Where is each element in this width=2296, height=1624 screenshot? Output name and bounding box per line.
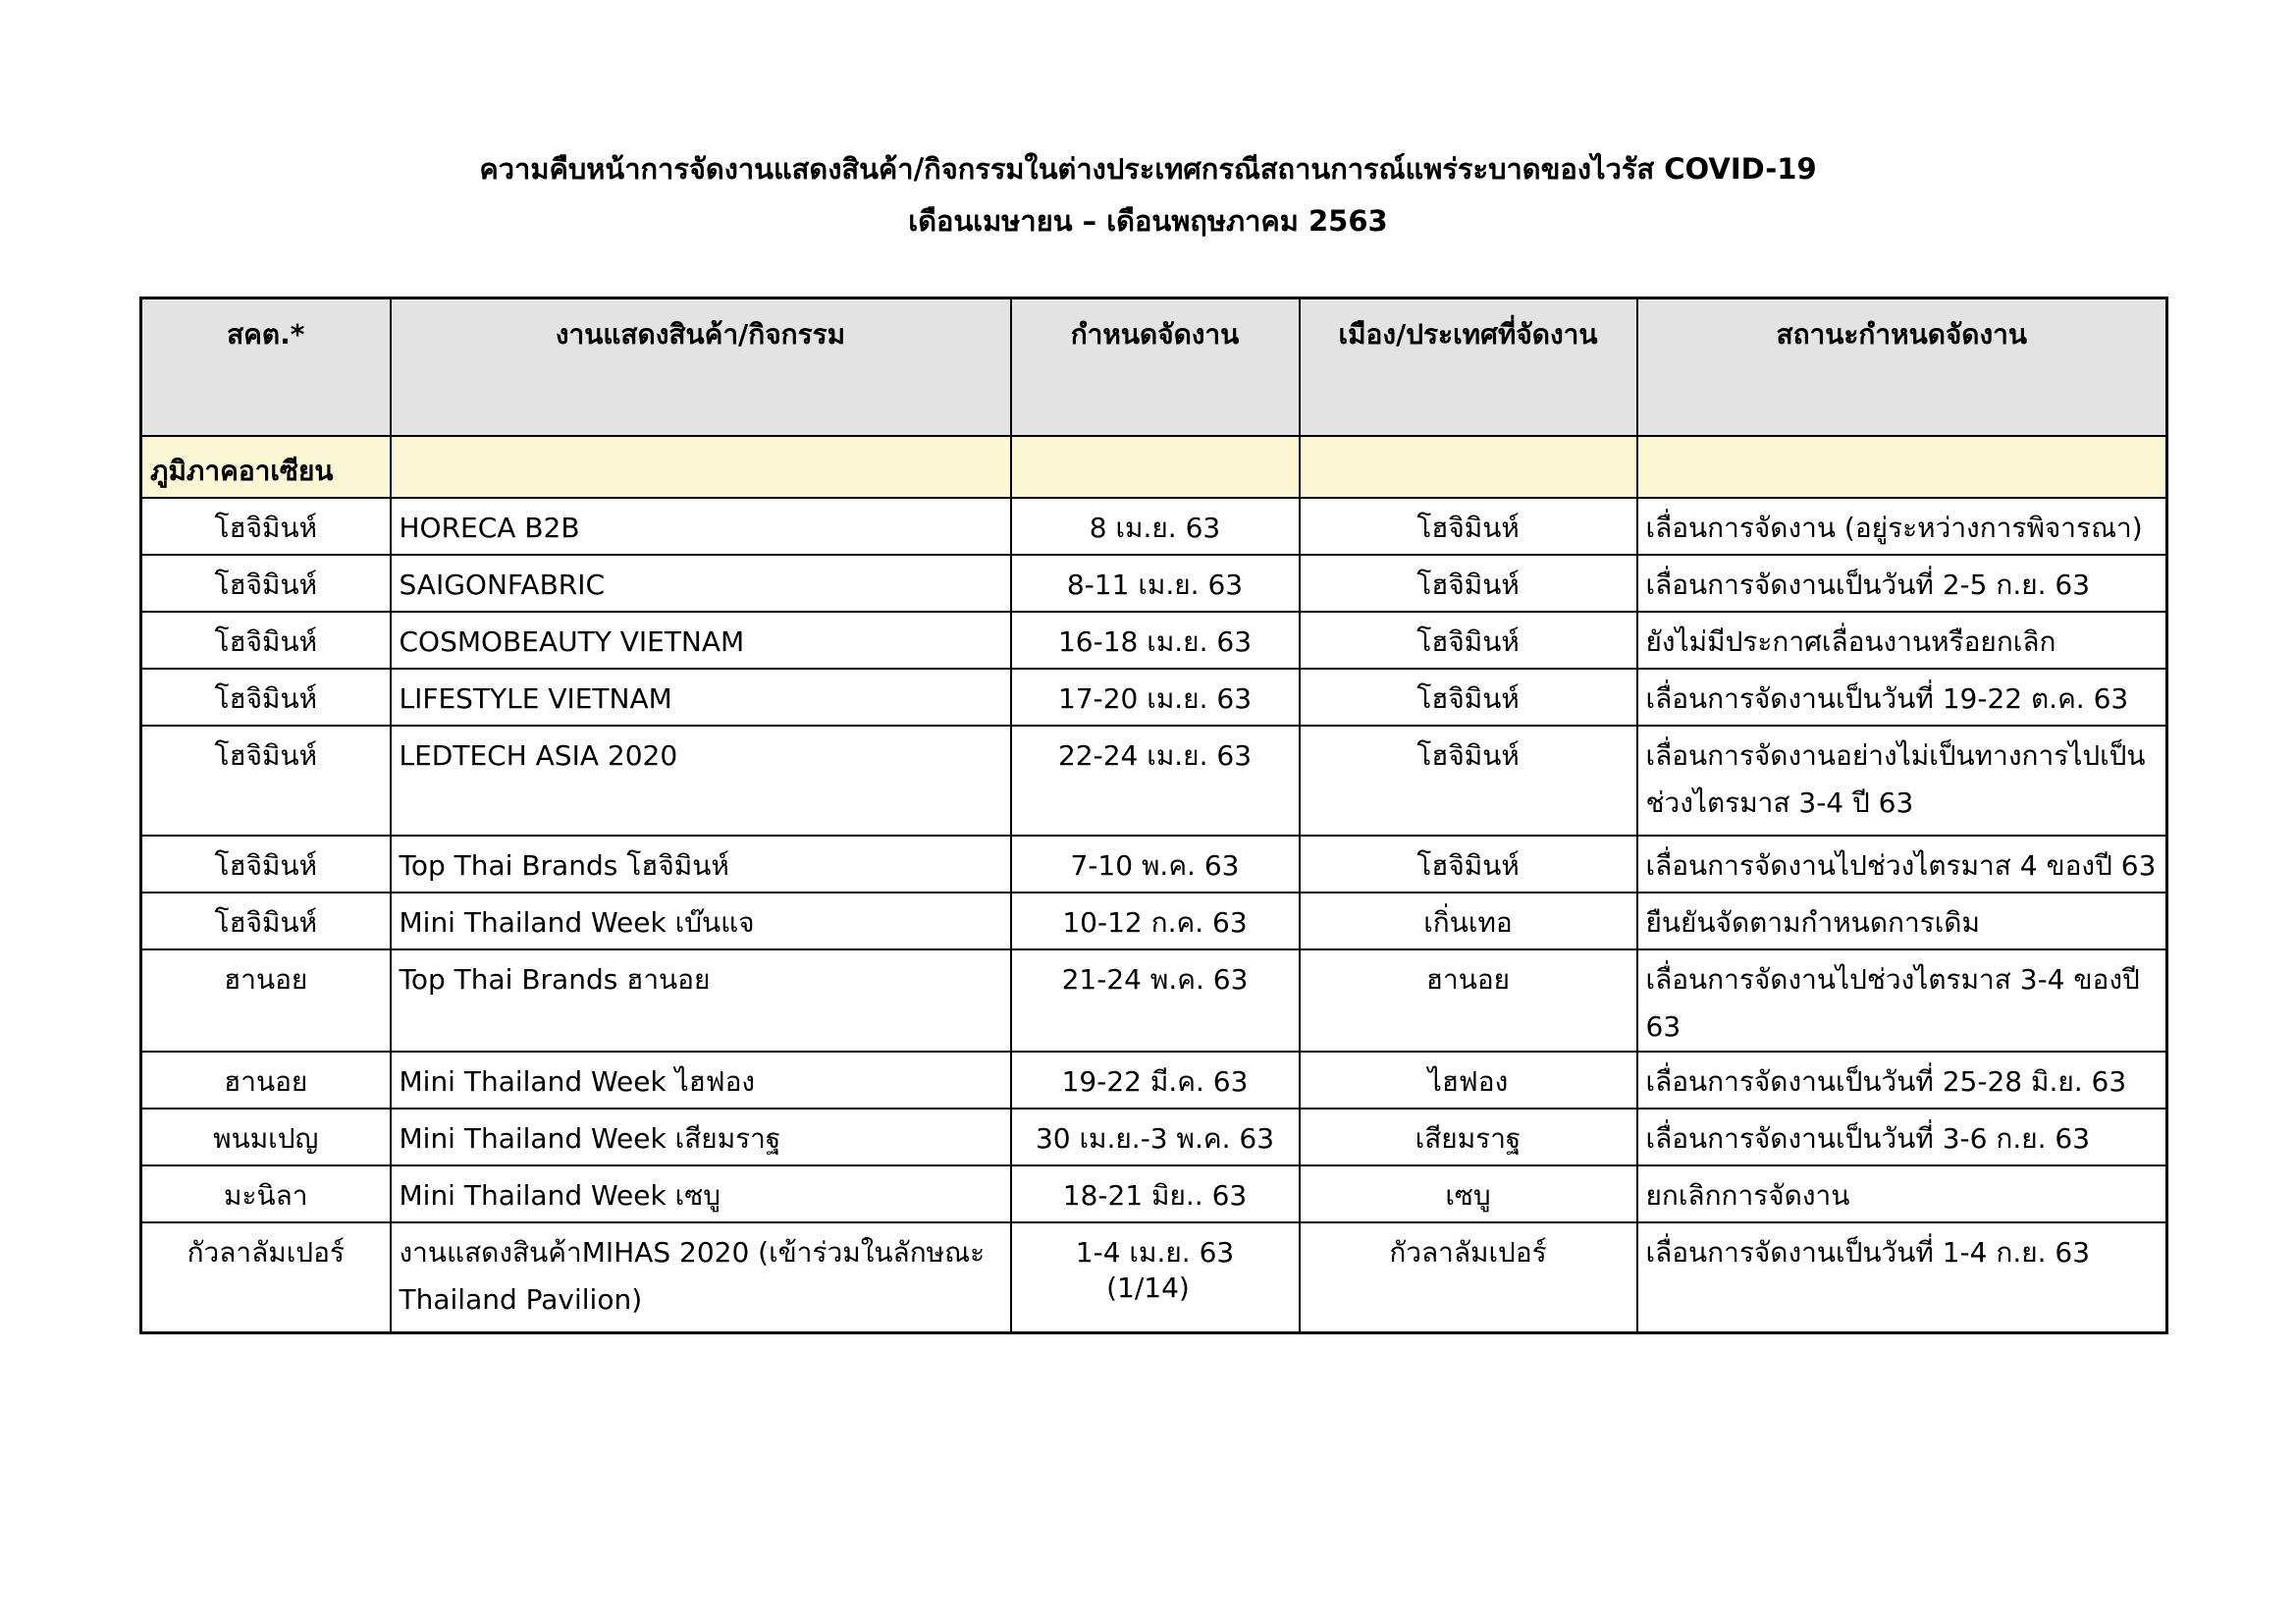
cell-status: เลื่อนการจัดงานเป็นวันที่ 2-5 ก.ย. 63: [1637, 555, 2167, 612]
table-row: [141, 1109, 2167, 1165]
header-event: งานแสดงสินค้า/กิจกรรม: [391, 298, 1011, 437]
cell-date: 17-20 เม.ย. 63: [1011, 669, 1300, 726]
table-body: [141, 436, 2167, 1333]
header-status: สถานะกำหนดจัดงาน: [1637, 298, 2167, 437]
cell-date: 22-24 เม.ย. 63: [1011, 726, 1300, 836]
region-empty-cell: [1300, 436, 1637, 498]
cell-event: HORECA B2B: [391, 498, 1011, 555]
table-row: [141, 726, 2167, 836]
table-row: [141, 555, 2167, 612]
cell-status: เลื่อนการจัดงานเป็นวันที่ 19-22 ต.ค. 63: [1637, 669, 2167, 726]
cell-office: โฮจิมินห์: [141, 612, 391, 669]
cell-status: เลื่อนการจัดงานเป็นวันที่ 1-4 ก.ย. 63: [1637, 1222, 2167, 1333]
table-row: [141, 949, 2167, 1052]
cell-city: เสียมราฐ: [1300, 1109, 1637, 1165]
cell-city: ไฮฟอง: [1300, 1052, 1637, 1109]
cell-office: โฮจิมินห์: [141, 726, 391, 836]
cell-office: โฮจิมินห์: [141, 893, 391, 949]
cell-status: เลื่อนการจัดงานอย่างไม่เป็นทางการไปเป็นช่วงไตรมาส 3-4 ปี 63: [1637, 726, 2167, 836]
cell-event: งานแสดงสินค้าMIHAS 2020 (เข้าร่วมในลักษณะ Thailand Pavilion): [391, 1222, 1011, 1333]
cell-date: 10-12 ก.ค. 63: [1011, 893, 1300, 949]
cell-date: 30 เม.ย.-3 พ.ค. 63: [1011, 1109, 1300, 1165]
region-empty-cell: [1011, 436, 1300, 498]
cell-date: 1-4 เม.ย. 63: [1011, 1222, 1300, 1333]
cell-date: 7-10 พ.ค. 63: [1011, 836, 1300, 893]
cell-status: เลื่อนการจัดงานเป็นวันที่ 3-6 ก.ย. 63: [1637, 1109, 2167, 1165]
region-empty-cell: [391, 436, 1011, 498]
table-row: [141, 1052, 2167, 1109]
table-row: [141, 498, 2167, 555]
cell-city: โฮจิมินห์: [1300, 498, 1637, 555]
table-header: [141, 298, 2167, 437]
cell-status: ยกเลิกการจัดงาน: [1637, 1165, 2167, 1222]
cell-city: โฮจิมินห์: [1300, 612, 1637, 669]
cell-city: โฮจิมินห์: [1300, 669, 1637, 726]
cell-event: Mini Thailand Week เบ๊นแจ: [391, 893, 1011, 949]
cell-office: โฮจิมินห์: [141, 836, 391, 893]
cell-status: เลื่อนการจัดงาน (อยู่ระหว่างการพิจารณา): [1637, 498, 2167, 555]
cell-status: เลื่อนการจัดงานไปช่วงไตรมาส 3-4 ของปี 63: [1637, 949, 2167, 1052]
cell-office: พนมเปญ: [141, 1109, 391, 1165]
cell-status: ยืนยันจัดตามกำหนดการเดิม: [1637, 893, 2167, 949]
region-empty-cell: [1637, 436, 2167, 498]
header-date: กำหนดจัดงาน: [1011, 298, 1300, 437]
header-city: เมือง/ประเทศที่จัดงาน: [1300, 298, 1637, 437]
page-number: (1/14): [1106, 1272, 1190, 1304]
cell-office: โฮจิมินห์: [141, 669, 391, 726]
cell-date: 8-11 เม.ย. 63: [1011, 555, 1300, 612]
cell-event: LEDTECH ASIA 2020: [391, 726, 1011, 836]
cell-city: ฮานอย: [1300, 949, 1637, 1052]
cell-event: Mini Thailand Week ไฮฟอง: [391, 1052, 1011, 1109]
cell-date: 21-24 พ.ค. 63: [1011, 949, 1300, 1052]
cell-office: มะนิลา: [141, 1165, 391, 1222]
table-row: [141, 1165, 2167, 1222]
cell-status: เลื่อนการจัดงานเป็นวันที่ 25-28 มิ.ย. 63: [1637, 1052, 2167, 1109]
cell-office: ฮานอย: [141, 1052, 391, 1109]
cell-event: COSMOBEAUTY VIETNAM: [391, 612, 1011, 669]
document-subtitle: เดือนเมษายน – เดือนพฤษภาคม 2563: [908, 204, 1388, 238]
table-row: [141, 669, 2167, 726]
cell-city: เซบู: [1300, 1165, 1637, 1222]
region-row: [141, 436, 2167, 498]
cell-status: เลื่อนการจัดงานไปช่วงไตรมาส 4 ของปี 63: [1637, 836, 2167, 893]
cell-event: Top Thai Brands ฮานอย: [391, 949, 1011, 1052]
region-label: ภูมิภาคอาเซียน: [141, 436, 391, 498]
document-title: ความคืบหน้าการจัดงานแสดงสินค้า/กิจกรรมในต่างประเทศกรณีสถานการณ์แพร่ระบาดของไวรัส COVID-19: [479, 152, 1817, 186]
cell-event: LIFESTYLE VIETNAM: [391, 669, 1011, 726]
cell-city: กัวลาลัมเปอร์: [1300, 1222, 1637, 1333]
cell-date: 19-22 มี.ค. 63: [1011, 1052, 1300, 1109]
cell-city: เกิ่นเทอ: [1300, 893, 1637, 949]
table-header-row: [141, 298, 2167, 437]
cell-office: กัวลาลัมเปอร์: [141, 1222, 391, 1333]
cell-event: SAIGONFABRIC: [391, 555, 1011, 612]
cell-status: ยังไม่มีประกาศเลื่อนงานหรือยกเลิก: [1637, 612, 2167, 669]
cell-city: โฮจิมินห์: [1300, 555, 1637, 612]
cell-city: โฮจิมินห์: [1300, 726, 1637, 836]
cell-date: 8 เม.ย. 63: [1011, 498, 1300, 555]
cell-office: โฮจิมินห์: [141, 555, 391, 612]
table-row: [141, 612, 2167, 669]
cell-date: 18-21 มิย.. 63: [1011, 1165, 1300, 1222]
cell-event: Top Thai Brands โฮจิมินห์: [391, 836, 1011, 893]
cell-event: Mini Thailand Week เซบู: [391, 1165, 1011, 1222]
cell-event: Mini Thailand Week เสียมราฐ: [391, 1109, 1011, 1165]
events-table: [139, 297, 2168, 1334]
cell-office: ฮานอย: [141, 949, 391, 1052]
header-office: สคต.*: [141, 298, 391, 437]
cell-office: โฮจิมินห์: [141, 498, 391, 555]
table-row: [141, 836, 2167, 893]
cell-date: 16-18 เม.ย. 63: [1011, 612, 1300, 669]
cell-city: โฮจิมินห์: [1300, 836, 1637, 893]
table-row: [141, 893, 2167, 949]
